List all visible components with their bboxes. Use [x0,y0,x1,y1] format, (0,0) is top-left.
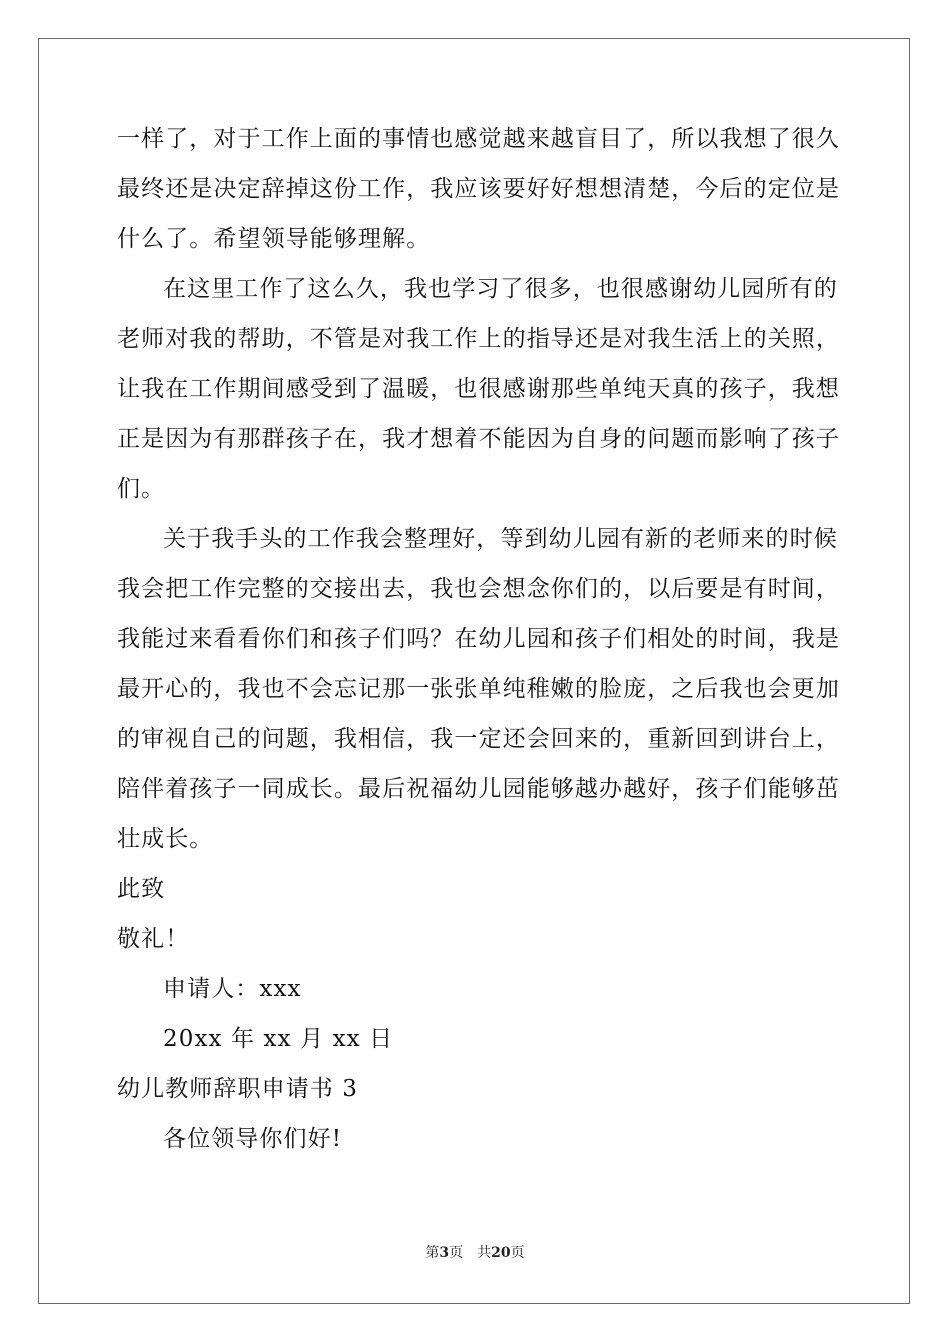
text-line: 正是因为有那群孩子在，我才想着不能因为自身的问题而影响了孩子 [117,426,840,452]
applicant-line: 申请人：xxx [163,976,302,1002]
footer-prefix: 第 [425,1245,440,1261]
text-line: 最终还是决定辞掉这份工作，我应该要好好想想清楚，今后的定位是 [117,176,840,202]
text-line: 最开心的，我也不会忘记那一张张单纯稚嫩的脸庞，之后我也会更加 [117,676,840,702]
text-line: 我能过来看看你们和孩子们吗？在幼儿园和孩子们相处的时间，我是 [117,626,840,652]
closing-salutation: 此致 [117,876,166,902]
text-line: 一样了，对于工作上面的事情也感觉越来越盲目了，所以我想了很久 [117,126,840,152]
text-line: 们。 [117,476,166,502]
footer-middle: 页 共 [449,1245,492,1261]
page-footer [0,1244,950,1262]
text-line: 我会把工作完整的交接出去，我也会想念你们的，以后要是有时间， [117,576,840,602]
current-page-number: 3 [439,1245,450,1261]
text-line: 陪伴着孩子一同成长。最后祝福幼儿园能够越办越好，孩子们能够茁 [117,776,840,802]
total-page-count: 20 [491,1245,511,1261]
footer-suffix: 页 [510,1245,525,1261]
closing-regards: 敬礼！ [117,926,190,952]
text-line: 壮成长。 [117,826,214,852]
paragraph-first-line: 在这里工作了这么久，我也学习了很多，也很感谢幼儿园所有的 [163,276,838,302]
greeting-line: 各位领导你们好! [163,1126,343,1152]
date-line: 20xx 年 xx 月 xx 日 [163,1026,394,1052]
text-line: 什么了。希望领导能够理解。 [117,226,431,252]
text-line: 老师对我的帮助，不管是对我工作上的指导还是对我生活上的关照， [117,326,840,352]
text-line: 让我在工作期间感受到了温暖，也很感谢那些单纯天真的孩子，我想 [117,376,840,402]
section-title: 幼儿教师辞职申请书 3 [117,1076,359,1102]
paragraph-first-line: 关于我手头的工作我会整理好，等到幼儿园有新的老师来的时候 [163,526,838,552]
text-line: 的审视自己的问题，我相信，我一定还会回来的，重新回到讲台上， [117,726,840,752]
